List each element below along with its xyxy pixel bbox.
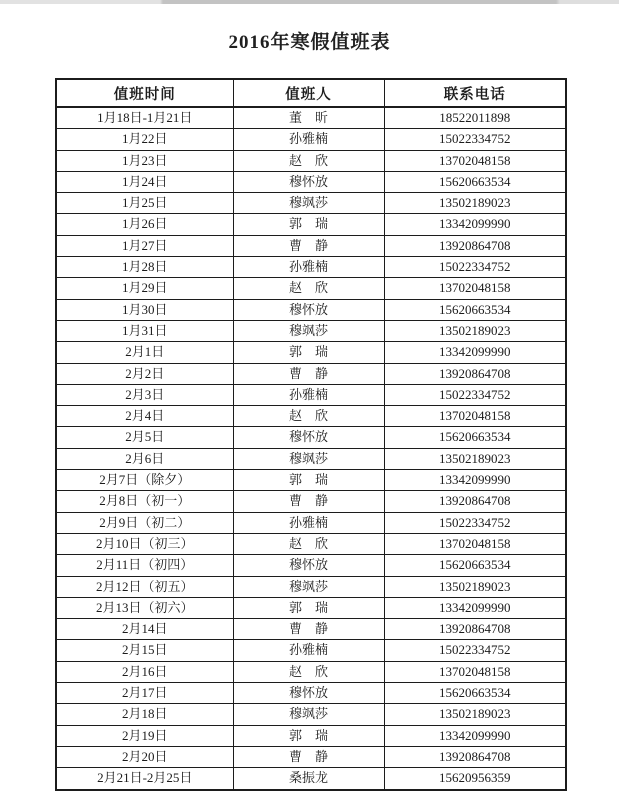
table-row: [56, 384, 566, 405]
table-row: [56, 704, 566, 725]
duty-person-cell: 曹 静: [233, 491, 384, 512]
table-row: [56, 491, 566, 512]
duty-date-cell: 1月24日: [56, 171, 233, 192]
duty-person-cell: 穆飒莎: [233, 576, 384, 597]
table-row: [56, 576, 566, 597]
phone-cell: 15022334752: [384, 129, 566, 150]
phone-cell: 13920864708: [384, 363, 566, 384]
duty-date-cell: 1月18日-1月21日: [56, 107, 233, 129]
duty-person-cell: 穆飒莎: [233, 193, 384, 214]
duty-date-cell: 1月25日: [56, 193, 233, 214]
table-row: [56, 768, 566, 790]
table-row: [56, 448, 566, 469]
table-row: [56, 171, 566, 192]
phone-cell: 15620663534: [384, 683, 566, 704]
table-row: [56, 427, 566, 448]
phone-cell: 13342099990: [384, 725, 566, 746]
phone-cell: 13342099990: [384, 597, 566, 618]
header-row: [56, 79, 566, 107]
duty-person-cell: 穆怀放: [233, 171, 384, 192]
phone-cell: 13342099990: [384, 214, 566, 235]
phone-cell: 15022334752: [384, 384, 566, 405]
duty-person-cell: 孙雅楠: [233, 257, 384, 278]
phone-cell: 15022334752: [384, 640, 566, 661]
phone-cell: 13502189023: [384, 193, 566, 214]
duty-date-cell: 1月23日: [56, 150, 233, 171]
header-duty-time: 值班时间: [56, 79, 233, 107]
duty-person-cell: 穆飒莎: [233, 320, 384, 341]
duty-date-cell: 2月14日: [56, 619, 233, 640]
phone-cell: 13342099990: [384, 342, 566, 363]
duty-person-cell: 赵 欣: [233, 406, 384, 427]
table-row: [56, 725, 566, 746]
duty-date-cell: 2月3日: [56, 384, 233, 405]
duty-date-cell: 1月30日: [56, 299, 233, 320]
phone-cell: 13702048158: [384, 533, 566, 554]
duty-person-cell: 赵 欣: [233, 661, 384, 682]
duty-person-cell: 穆飒莎: [233, 704, 384, 725]
duty-person-cell: 赵 欣: [233, 150, 384, 171]
table-row: [56, 129, 566, 150]
duty-date-cell: 2月15日: [56, 640, 233, 661]
duty-person-cell: 郭 瑞: [233, 597, 384, 618]
duty-date-cell: 2月10日（初三）: [56, 533, 233, 554]
table-row: [56, 683, 566, 704]
duty-person-cell: 曹 静: [233, 746, 384, 767]
table-row: [56, 193, 566, 214]
table-row: [56, 299, 566, 320]
duty-date-cell: 2月1日: [56, 342, 233, 363]
phone-cell: 15620956359: [384, 768, 566, 790]
top-edge-bar: [0, 0, 619, 4]
duty-person-cell: 郭 瑞: [233, 214, 384, 235]
duty-date-cell: 2月12日（初五）: [56, 576, 233, 597]
table-row: [56, 619, 566, 640]
phone-cell: 13702048158: [384, 150, 566, 171]
duty-date-cell: 2月19日: [56, 725, 233, 746]
duty-date-cell: 2月21日-2月25日: [56, 768, 233, 790]
phone-cell: 13502189023: [384, 448, 566, 469]
duty-date-cell: 2月13日（初六）: [56, 597, 233, 618]
duty-person-cell: 郭 瑞: [233, 470, 384, 491]
duty-person-cell: 穆怀放: [233, 555, 384, 576]
table-row: [56, 107, 566, 129]
duty-person-cell: 曹 静: [233, 235, 384, 256]
duty-date-cell: 1月31日: [56, 320, 233, 341]
phone-cell: 13702048158: [384, 278, 566, 299]
table-row: [56, 278, 566, 299]
duty-person-cell: 赵 欣: [233, 533, 384, 554]
duty-person-cell: 郭 瑞: [233, 342, 384, 363]
duty-person-cell: 郭 瑞: [233, 725, 384, 746]
phone-cell: 15022334752: [384, 512, 566, 533]
duty-date-cell: 1月28日: [56, 257, 233, 278]
table-header: [56, 79, 566, 107]
table-row: [56, 746, 566, 767]
table-row: [56, 235, 566, 256]
table-row: [56, 257, 566, 278]
table-row: [56, 150, 566, 171]
table-row: [56, 320, 566, 341]
header-contact-phone: 联系电话: [384, 79, 566, 107]
table-row: [56, 342, 566, 363]
duty-person-cell: 穆飒莎: [233, 448, 384, 469]
duty-person-cell: 穆怀放: [233, 683, 384, 704]
duty-date-cell: 2月16日: [56, 661, 233, 682]
duty-person-cell: 穆怀放: [233, 299, 384, 320]
duty-date-cell: 2月8日（初一）: [56, 491, 233, 512]
duty-date-cell: 2月18日: [56, 704, 233, 725]
duty-date-cell: 2月9日（初二）: [56, 512, 233, 533]
page-title: 2016年寒假值班表: [228, 32, 391, 53]
duty-schedule-table: [55, 78, 567, 791]
phone-cell: 15620663534: [384, 427, 566, 448]
duty-date-cell: 2月6日: [56, 448, 233, 469]
phone-cell: 15022334752: [384, 257, 566, 278]
table-row: [56, 214, 566, 235]
duty-person-cell: 孙雅楠: [233, 384, 384, 405]
duty-date-cell: 1月27日: [56, 235, 233, 256]
duty-person-cell: 孙雅楠: [233, 512, 384, 533]
phone-cell: 13342099990: [384, 470, 566, 491]
duty-person-cell: 曹 静: [233, 619, 384, 640]
duty-date-cell: 2月20日: [56, 746, 233, 767]
duty-date-cell: 2月11日（初四）: [56, 555, 233, 576]
duty-person-cell: 孙雅楠: [233, 640, 384, 661]
phone-cell: 13502189023: [384, 320, 566, 341]
table-row: [56, 555, 566, 576]
table-row: [56, 512, 566, 533]
phone-cell: 13702048158: [384, 661, 566, 682]
phone-cell: 13702048158: [384, 406, 566, 427]
table-row: [56, 533, 566, 554]
duty-date-cell: 1月26日: [56, 214, 233, 235]
duty-date-cell: 2月4日: [56, 406, 233, 427]
phone-cell: 15620663534: [384, 299, 566, 320]
phone-cell: 15620663534: [384, 555, 566, 576]
table-row: [56, 406, 566, 427]
duty-person-cell: 桑振龙: [233, 768, 384, 790]
duty-date-cell: 1月29日: [56, 278, 233, 299]
table-row: [56, 661, 566, 682]
table-row: [56, 640, 566, 661]
duty-date-cell: 2月2日: [56, 363, 233, 384]
duty-person-cell: 董 昕: [233, 107, 384, 129]
phone-cell: 13502189023: [384, 704, 566, 725]
duty-person-cell: 曹 静: [233, 363, 384, 384]
duty-person-cell: 孙雅楠: [233, 129, 384, 150]
phone-cell: 13920864708: [384, 619, 566, 640]
header-duty-person: 值班人: [233, 79, 384, 107]
duty-person-cell: 赵 欣: [233, 278, 384, 299]
duty-date-cell: 1月22日: [56, 129, 233, 150]
table-row: [56, 470, 566, 491]
duty-person-cell: 穆怀放: [233, 427, 384, 448]
duty-date-cell: 2月5日: [56, 427, 233, 448]
table-body: [56, 107, 566, 790]
phone-cell: 13502189023: [384, 576, 566, 597]
phone-cell: 13920864708: [384, 235, 566, 256]
phone-cell: 15620663534: [384, 171, 566, 192]
table-row: [56, 363, 566, 384]
duty-date-cell: 2月7日（除夕）: [56, 470, 233, 491]
phone-cell: 18522011898: [384, 107, 566, 129]
phone-cell: 13920864708: [384, 746, 566, 767]
phone-cell: 13920864708: [384, 491, 566, 512]
table-row: [56, 597, 566, 618]
duty-date-cell: 2月17日: [56, 683, 233, 704]
